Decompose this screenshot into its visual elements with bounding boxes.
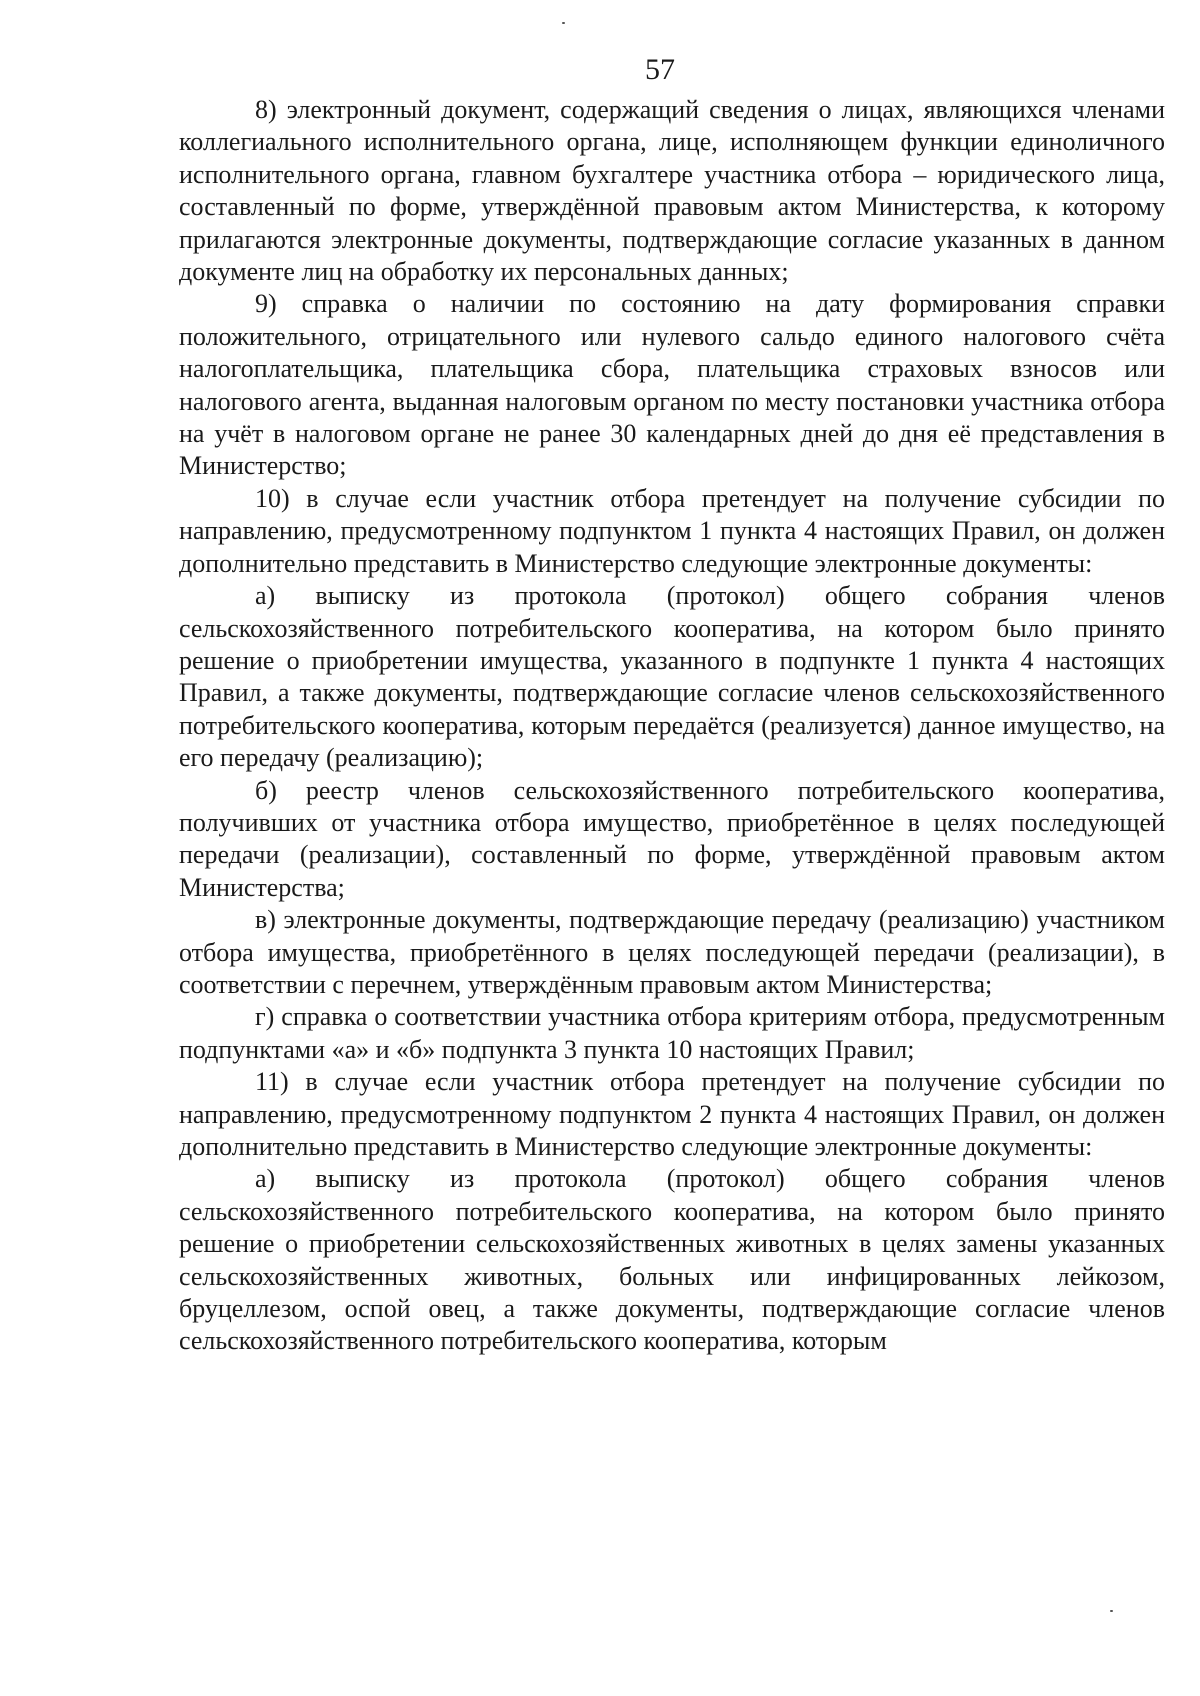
paragraph-item-10-v: в) электронные документы, подтверждающие передачу (реализацию) участником отбора имущества, приобретённого в целях последующей передачи (реализации), в соответствии с перечнем, утверждённым правовым актом Министерства;	[179, 905, 1165, 999]
paragraph-item-11-a: а) выписку из протокола (протокол) общего собрания членов сельскохозяйственного потребительского кооператива, на котором было принято решение о приобретении сельскохозяйственных животных в целях замены указанных сельскохозяйственных животных, больных или инфицированных лейкозом, бруцеллезом, оспой овец, а также документы, подтверждающие согласие членов сельскохозяйственного потребительского кооператива, которым	[179, 1164, 1165, 1356]
paragraph-item-10: 10) в случае если участник отбора претендует на получение субсидии по направлению, предусмотренному подпунктом 1 пункта 4 настоящих Правил, он должен дополнительно представить в Министерство следующие электронные документы:	[179, 483, 1165, 578]
page-number: 57	[645, 53, 675, 86]
paragraph-item-10-g: г) справка о соответствии участника отбора критериям отбора, предусмотренным подпунктами «а» и «б» подпункта 3 пункта 10 настоящих Правил;	[179, 1002, 1165, 1064]
paragraph-item-8: 8) электронный документ, содержащий сведения о лицах, являющихся членами коллегиального исполнительного органа, лице, исполняющем функции единоличного исполнительного органа, главном бухгалтере участника отбора – юридического лица, составленный по форме, утверждённой правовым актом Министерства, к которому прилагаются электронные документы, подтверждающие согласие указанных в данном документе лиц на обработку их персональных данных;	[179, 95, 1165, 287]
paragraph-item-10-a: а) выписку из протокола (протокол) общего собрания членов сельскохозяйственного потребительского кооператива, на котором было принято решение о приобретении имущества, указанного в подпункте 1 пункта 4 настоящих Правил, а также документы, подтверждающие согласие членов сельскохозяйственного потребительского кооператива, которым передаётся (реализуется) данное имущество, на его передачу (реализацию);	[179, 581, 1165, 773]
paragraph-item-10-b: б) реестр членов сельскохозяйственного потребительского кооператива, получивших от участника отбора имущество, приобретённое в целях последующей передачи (реализации), составленный по форме, утверждённой правовым актом Министерства;	[179, 775, 1165, 902]
document-body	[179, 94, 1165, 1358]
paragraph-item-9: 9) справка о наличии по состоянию на дату формирования справки положительного, отрицательного или нулевого сальдо единого налогового счёта налогоплательщика, плательщика сбора, плательщика страховых взносов или налогового агента, выданная налоговым органом по месту постановки участника отбора на учёт в налоговом органе не ранее 30 календарных дней до дня её представления в Министерство;	[179, 289, 1165, 481]
scan-speck	[1110, 1610, 1113, 1612]
scan-speck	[562, 22, 565, 24]
paragraph-item-11: 11) в случае если участник отбора претендует на получение субсидии по направлению, предусмотренному подпунктом 2 пункта 4 настоящих Правил, он должен дополнительно представить в Министерство следующие электронные документы:	[179, 1067, 1165, 1161]
